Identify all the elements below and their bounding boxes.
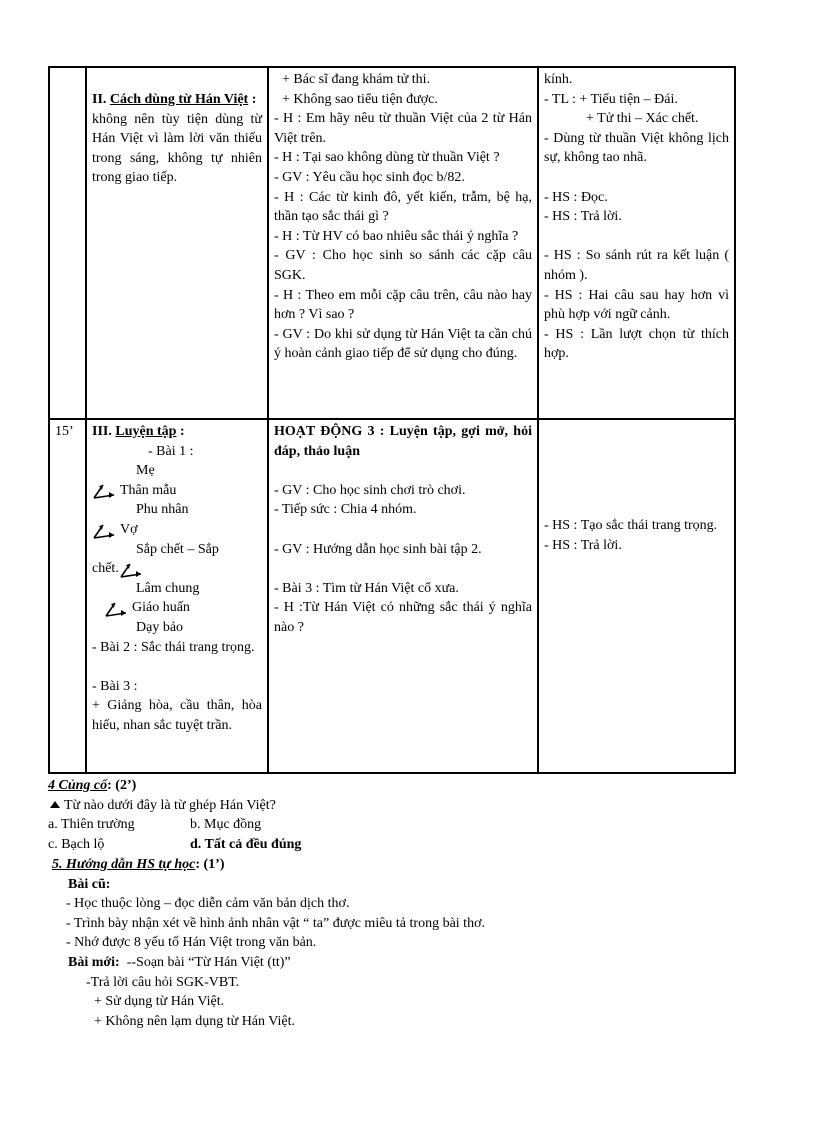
activity-heading: HOẠT ĐỘNG 3 : Luyện tập, gợi mở, hỏi đáp, thảo luận — [274, 424, 532, 459]
student-line: - HS : Đọc. — [544, 189, 608, 205]
word-item: Dạy bảo — [136, 619, 184, 635]
triangle-bullet-icon — [50, 801, 60, 808]
content-cell — [86, 67, 268, 419]
arrow-icon — [92, 522, 118, 540]
activity-line: - H : Em hãy nêu từ thuần Việt của 2 từ Hán Việt trên. — [274, 111, 532, 146]
word-item: Vợ — [120, 521, 138, 537]
student-activity-cell — [538, 419, 735, 773]
old-lesson-item: - Trình bày nhận xét về hình ảnh nhân vật “ ta” được miêu tả trong bài thơ. — [66, 915, 485, 931]
word-pair — [92, 559, 262, 579]
activity-line: - H : Tại sao không dùng từ thuần Việt ? — [274, 150, 500, 166]
activity-line: - GV : Cho học sinh chơi trò chơi. — [274, 482, 466, 498]
activity-line: - H : Các từ kinh đô, yết kiến, trẫm, bệ hạ, thần tạo sắc thái gì ? — [274, 189, 532, 225]
student-activity-cell — [538, 67, 735, 419]
quiz-option: c. Bạch lộ — [48, 836, 105, 852]
activity-line: - GV : Do khi sử dụng từ Hán Việt ta cần chú ý hoàn cảnh giao tiếp để sử dụng cho đúng. — [274, 326, 532, 362]
quiz-option: b. Mục đồng — [190, 817, 262, 833]
teacher-activity-cell — [268, 419, 538, 773]
word-item: Lâm chung — [136, 580, 200, 596]
new-lesson-item: + Không nên lạm dụng từ Hán Việt. — [94, 1013, 296, 1029]
student-line: - Dùng từ thuần Việt không lịch sự, không tao nhã. — [544, 130, 729, 166]
table-row — [49, 419, 735, 773]
lesson-table — [48, 66, 736, 774]
word-item: Thân mẫu — [120, 482, 177, 498]
student-line: - HS : Hai câu sau hay hơn vì phù hợp với ngữ cảnh. — [544, 287, 729, 323]
activity-line: - GV : Hướng dẫn học sinh bài tập 2. — [274, 541, 482, 557]
quiz-options-row — [48, 815, 748, 835]
old-lesson-label: Bài cũ: — [68, 876, 111, 892]
word-item: Sắp chết – Sắp — [136, 541, 219, 557]
quiz-question: Từ nào dưới đây là từ ghép Hán Việt? — [48, 796, 748, 816]
content-cell — [86, 419, 268, 773]
quiz-options-row — [48, 835, 748, 855]
word-item: Phu nhân — [136, 502, 189, 518]
word-pair — [92, 598, 262, 618]
section-text: không nên tùy tiện dùng từ Hán Việt vì làm lời văn thiếu trong sáng, không tự nhiên trong giao tiếp. — [92, 111, 262, 186]
teacher-activity-cell — [268, 67, 538, 419]
quiz-option: a. Thiên trường — [48, 817, 135, 833]
old-lesson-item: - Nhớ được 8 yếu tố Hán Việt trong văn bản. — [66, 935, 317, 951]
table-row — [49, 67, 735, 419]
section-4 — [48, 776, 748, 854]
activity-line: - Tiếp sức : Chia 4 nhóm. — [274, 502, 417, 518]
arrow-icon — [104, 600, 130, 618]
activity-line: + Không sao tiểu tiện được. — [282, 91, 438, 107]
student-line: - HS : Trả lời. — [544, 209, 622, 225]
exercise-label: - Bài 3 : — [92, 678, 138, 694]
word-item: Mẹ — [136, 463, 155, 479]
activity-line: - GV : Cho học sinh so sánh các cặp câu SGK. — [274, 248, 532, 283]
activity-line: + Bác sĩ đang khám tử thi. — [282, 72, 431, 87]
student-line: - HS : So sánh rút ra kết luận ( nhóm ). — [544, 248, 729, 283]
section-4-heading: 4 Củng cố: (2’) — [48, 778, 137, 793]
quiz-option: d. Tất cả đều đúng — [190, 836, 302, 852]
activity-line: - H :Từ Hán Việt có những sắc thái ý nghĩa nào ? — [274, 600, 532, 635]
new-lesson-row: Bài mới: --Soạn bài “Từ Hán Việt (tt)” — [68, 954, 291, 970]
old-lesson-item: - Học thuộc lòng – đọc diễn cảm văn bản dịch thơ. — [66, 896, 350, 912]
word-pair — [92, 520, 262, 540]
arrow-icon — [92, 482, 118, 500]
student-line: + Tử thi – Xác chết. — [586, 111, 699, 127]
activity-line: - H : Theo em mỗi cặp câu trên, câu nào hay hơn ? Vì sao ? — [274, 287, 532, 323]
activity-line: - GV : Yêu cầu học sinh đọc b/82. — [274, 169, 465, 185]
word-pair — [92, 481, 262, 501]
section-5-heading: 5. Hướng dẫn HS tự học: (1’) — [52, 857, 225, 872]
exercise-label: - Bài 1 : — [148, 443, 194, 459]
time-cell — [49, 67, 86, 419]
section-heading: III. Luyện tập : — [92, 424, 185, 439]
new-lesson-item: + Sử dụng từ Hán Việt. — [94, 994, 225, 1010]
student-line: kính. — [544, 72, 573, 87]
word-item: chết. — [92, 561, 119, 577]
student-line: - HS : Lần lượt chọn từ thích hợp. — [544, 326, 729, 362]
exercise-text: + Giảng hòa, cầu thân, hòa hiếu, nhan sắc tuyệt trần. — [92, 698, 262, 733]
section-5 — [52, 855, 752, 1031]
new-lesson-item: -Trả lời câu hỏi SGK-VBT. — [86, 974, 240, 990]
student-line: - TL : + Tiểu tiện – Đái. — [544, 91, 678, 107]
time-cell: 15’ — [49, 419, 86, 773]
exercise-text: - Bài 2 : Sắc thái trang trọng. — [92, 639, 255, 655]
activity-line: - Bài 3 : Tìm từ Hán Việt cổ xưa. — [274, 580, 459, 596]
activity-line: - H : Từ HV có bao nhiêu sắc thái ý nghĩa ? — [274, 228, 519, 244]
student-line: - HS : Trả lời. — [544, 537, 622, 553]
word-item: Giáo huấn — [132, 600, 190, 616]
student-line: - HS : Tạo sắc thái trang trọng. — [544, 518, 718, 533]
section-heading: II. Cách dùng từ Hán Việt : — [92, 92, 257, 107]
arrow-icon — [119, 561, 145, 579]
